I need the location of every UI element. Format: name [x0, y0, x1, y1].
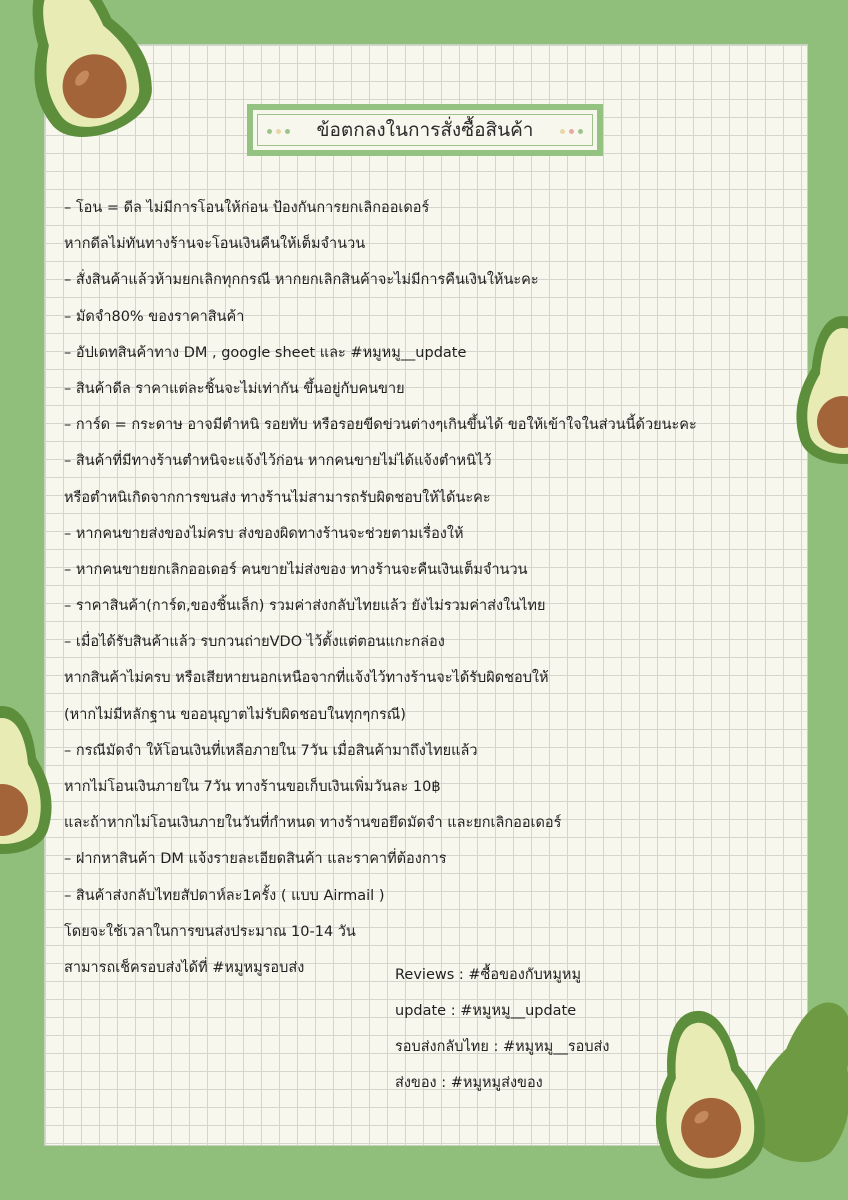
- term-line: หากสินค้าไม่ครบ หรือเสียหายนอกเหนือจากที่แจ้งไว้ทางร้านจะได้รับผิดชอบให้: [64, 670, 549, 687]
- page-title: ข้อตกลงในการสั่งซื้อสินค้า: [316, 119, 534, 141]
- term-line: – สั่งสินค้าแล้วห้ามยกเลิกทุกกรณี หากยกเลิกสินค้าจะไม่มีการคืนเงินให้นะคะ: [64, 272, 539, 289]
- term-line: – กรณีมัดจำ ให้โอนเงินที่เหลือภายใน 7วัน เมื่อสินค้ามาถึงไทยแล้ว: [64, 742, 478, 759]
- term-line: – เมื่อได้รับสินค้าแล้ว รบกวนถ่ายVDO ไว้ตั้งแต่ตอนแกะกล่อง: [64, 634, 445, 651]
- term-line: – ฝากหาสินค้า DM แจ้งรายละเอียดสินค้า และราคาที่ต้องการ: [64, 851, 447, 868]
- avocado-top-left: [10, 0, 160, 160]
- term-line: – โอน = ดีล ไม่มีการโอนให้ก่อน ป้องกันการยกเลิกออเดอร์: [64, 200, 430, 216]
- term-line: สามารถเช็ครอบส่งได้ที่ #หมูหมูรอบส่ง: [64, 959, 305, 976]
- title-banner: [247, 104, 603, 156]
- term-line: หรือตำหนิเกิดจากการขนส่ง ทางร้านไม่สามารถรับผิดชอบให้ได้นะคะ: [64, 489, 491, 506]
- term-line: (หากไม่มีหลักฐาน ขออนุญาตไม่รับผิดชอบในทุกๆกรณี): [64, 706, 406, 723]
- term-line: โดยจะใช้เวลาในการขนส่งประมาณ 10-14 วัน: [64, 923, 356, 940]
- decor-dots-left: [267, 129, 290, 134]
- term-line: – มัดจำ80% ของราคาสินค้า: [64, 308, 245, 325]
- hashtag-shipping-round: รอบส่งกลับไทย : #หมูหมู__รอบส่ง: [395, 1039, 610, 1055]
- hashtag-delivery: ส่งของ : #หมูหมูส่งของ: [395, 1075, 543, 1091]
- term-line: หากไม่โอนเงินภายใน 7วัน ทางร้านขอเก็บเงินเพิ่มวันละ 10฿: [64, 779, 441, 795]
- term-line: – หากคนขายยกเลิกออเดอร์ คนขายไม่ส่งของ ทางร้านจะคืนเงินเต็มจำนวน: [64, 561, 528, 578]
- term-line: – การ์ด = กระดาษ อาจมีตำหนิ รอยทับ หรือรอยขีดข่วนต่างๆเกินขึ้นได้ ขอให้เข้าใจในส่วนนี้ด้วยนะคะ: [64, 417, 697, 434]
- term-line: – สินค้าที่มีทางร้านตำหนิจะแจ้งไว้ก่อน หากคนขายไม่ได้แจ้งตำหนิไว้: [64, 453, 492, 470]
- term-line: – หากคนขายส่งของไม่ครบ ส่งของผิดทางร้านจะช่วยตามเรื่องให้: [64, 525, 464, 542]
- avocado-left-lower: [0, 700, 62, 880]
- term-line: – สินค้าดีล ราคาแต่ละชิ้นจะไม่เท่ากัน ขึ้นอยู่กับคนขาย: [64, 380, 405, 397]
- hashtag-list: [395, 957, 609, 1101]
- term-line: และถ้าหากไม่โอนเงินภายในวันที่กำหนด ทางร้านขอยึดมัดจำ และยกเลิกออเดอร์: [64, 815, 562, 832]
- terms-list: [64, 190, 784, 986]
- avocado-bottom-right: [630, 990, 848, 1200]
- hashtag-reviews: Reviews : #ซื้อของกับหมูหมู: [395, 967, 582, 983]
- avocado-right-middle: [788, 310, 848, 490]
- term-line: – ราคาสินค้า(การ์ด,ของชิ้นเล็ก) รวมค่าส่งกลับไทยแล้ว ยังไม่รวมค่าส่งในไทย: [64, 598, 546, 615]
- decor-dots-right: [560, 129, 583, 134]
- term-line: – อัปเดทสินค้าทาง DM , google sheet และ #หมูหมู__update: [64, 344, 467, 361]
- hashtag-update: update : #หมูหมู__update: [395, 1003, 577, 1019]
- term-line: หากดีลไม่ทันทางร้านจะโอนเงินคืนให้เต็มจำนวน: [64, 236, 366, 253]
- term-line: – สินค้าส่งกลับไทยสัปดาห์ละ1ครั้ง ( แบบ Airmail ): [64, 887, 385, 904]
